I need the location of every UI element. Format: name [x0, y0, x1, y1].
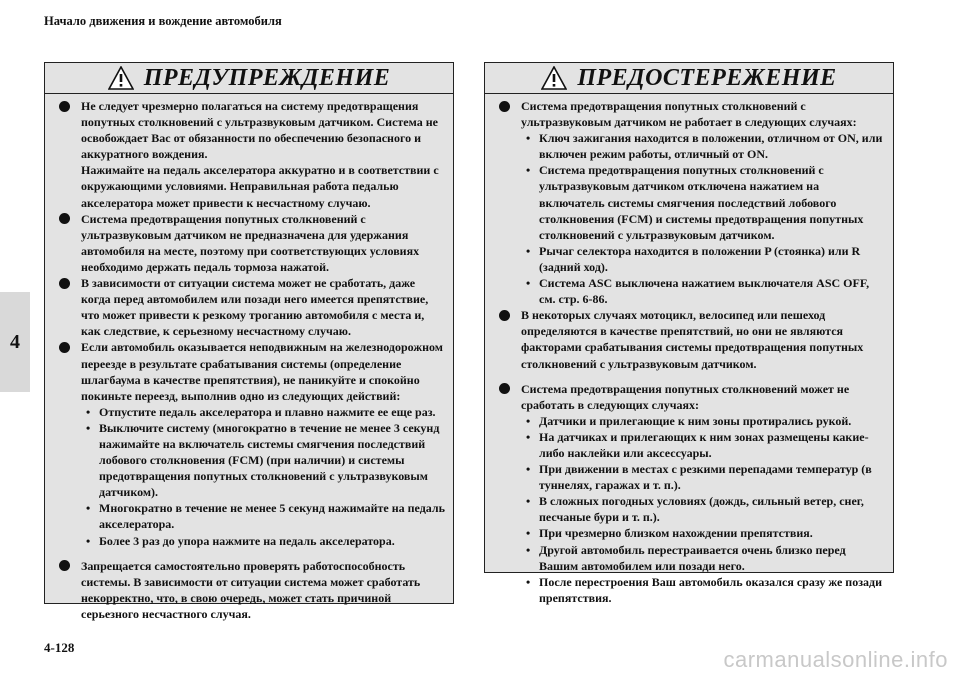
list-item: • Система ASC выключена нажатием выключателя ASC OFF, см. стр. 6-86.: [521, 275, 885, 307]
warning-triangle-icon: [108, 66, 134, 90]
warning-text: Если автомобиль оказывается неподвижным на железнодорожном переезде в результате срабатывания системы (определение шлагбаума в качестве препятствия), не паникуйте и спокойно покиньте переезд, выполнив одно из следующих действий:: [81, 340, 443, 403]
warning-item: [59, 98, 445, 211]
warning-item: [59, 558, 445, 622]
caution-content: [485, 94, 893, 606]
warning-text: В зависимости от ситуации система может не сработать, даже когда перед автомобилем или позади него имеется препятствие, что может привести к резкому троганию автомобиля с места и, как следствие, к серьезному несчастному случаю.: [81, 276, 429, 339]
warning-text: Не следует чрезмерно полагаться на систему предотвращения попутных столкновений с ультразвуковым датчиком. Система не освобождает Вас от обязанности по обеспечению безопасного и аккуратного вождения.: [81, 99, 438, 162]
list-item: • После перестроения Ваш автомобиль оказался сразу же позади препятствия.: [521, 574, 885, 606]
caution-item: [499, 381, 885, 606]
caution-sublist: [521, 413, 885, 606]
bullet-dot-icon: [59, 560, 70, 571]
list-item: • Рычаг селектора находится в положении P (стоянка) или R (задний ход).: [521, 243, 885, 275]
caution-item: [499, 307, 885, 371]
list-item: • Датчики и прилегающие к ним зоны протирались рукой.: [521, 413, 885, 429]
bullet-dot-icon: [499, 383, 510, 394]
list-item: • Отпустите педаль акселератора и плавно нажмите ее еще раз.: [81, 404, 445, 420]
list-item: • Выключите систему (многократно в течение не менее 3 секунд нажимайте на включатель системы смягчения последствий лобового столкновения (FCM) (при наличии) и системы предотвращения попутных столкновений с ультразвуковым датчиком).: [81, 420, 445, 500]
list-item: • В сложных погодных условиях (дождь, сильный ветер, снег, песчаные бури и т. п.).: [521, 493, 885, 525]
caution-item: [499, 98, 885, 307]
warning-text: Нажимайте на педаль акселератора аккуратно и в соответствии с окружающими условиями. Неправильная работа педалью акселератора может привести к несчастному случаю.: [81, 163, 439, 210]
bullet-dot-icon: [499, 101, 510, 112]
caution-box-header: [485, 63, 893, 94]
page-number: 4-128: [44, 640, 75, 655]
warning-title: ПРЕДУПРЕЖДЕНИЕ: [143, 64, 391, 91]
bullet-dot-icon: [59, 278, 70, 289]
warning-sublist: [81, 404, 445, 549]
warning-item: [59, 275, 445, 339]
chapter-tab-number: 4: [10, 330, 20, 353]
list-item: • На датчиках и прилегающих к ним зонах размещены какие-либо наклейки или аксессуары.: [521, 429, 885, 461]
list-item: • При движении в местах с резкими перепадами температур (в туннелях, гаражах и т. п.).: [521, 461, 885, 493]
bullet-dot-icon: [59, 101, 70, 112]
bullet-dot-icon: [59, 342, 70, 353]
caution-sublist: [521, 130, 885, 307]
chapter-tab: [0, 292, 30, 392]
warning-text: Запрещается самостоятельно проверять работоспособность системы. В зависимости от ситуации система может сработать некорректно, что, в свою очередь, может стать причиной серьезного несчастного случая.: [81, 558, 421, 621]
warning-text: Система предотвращения попутных столкновений с ультразвуковым датчиком не предназначена для удержания автомобиля на месте, поэтому при соответствующих условиях необходимо держать педаль тормоза нажатой.: [81, 211, 420, 274]
caution-text: Система предотвращения попутных столкновений может не сработать в следующих случаях:: [521, 381, 850, 412]
caution-text: В некоторых случаях мотоцикл, велосипед или пешеход определяются в качестве препятствий, но они не являются факторами срабатывания системы предотвращения попутных столкновений с ультразвуковым датчиком.: [521, 308, 864, 371]
bullet-dot-icon: [59, 213, 70, 224]
warning-box-header: [45, 63, 453, 94]
list-item: • Ключ зажигания находится в положении, отличном от ON, или включен режим работы, отличный от ON.: [521, 130, 885, 162]
list-item: • При чрезмерно близком нахождении препятствия.: [521, 525, 885, 541]
watermark: carmanualsonline.info: [723, 647, 948, 672]
caution-title: ПРЕДОСТЕРЕЖЕНИЕ: [577, 64, 837, 91]
caution-text: Система предотвращения попутных столкновений с ультразвуковым датчиком не работает в следующих случаях:: [521, 99, 857, 130]
list-item: • Другой автомобиль перестраивается очень близко перед Вашим автомобилем или позади него.: [521, 542, 885, 574]
list-item: • Более 3 раз до упора нажмите на педаль акселератора.: [81, 533, 445, 549]
warning-triangle-icon: [541, 66, 567, 90]
warning-box: [44, 62, 454, 621]
caution-box: [484, 62, 894, 605]
running-header: Начало движения и вождение автомобиля: [44, 14, 282, 28]
list-item: • Система предотвращения попутных столкновений с ультразвуковым датчиком отключена нажатием на включатель системы смягчения последствий лобового столкновения (FCM) и системы предотвращения попутных столкновений с ультразвуковым датчиком.: [521, 162, 885, 242]
warning-item: [59, 339, 445, 548]
warning-content: [45, 94, 453, 622]
bullet-dot-icon: [499, 310, 510, 321]
warning-item: [59, 211, 445, 275]
list-item: • Многократно в течение не менее 5 секунд нажимайте на педаль акселератора.: [81, 500, 445, 532]
